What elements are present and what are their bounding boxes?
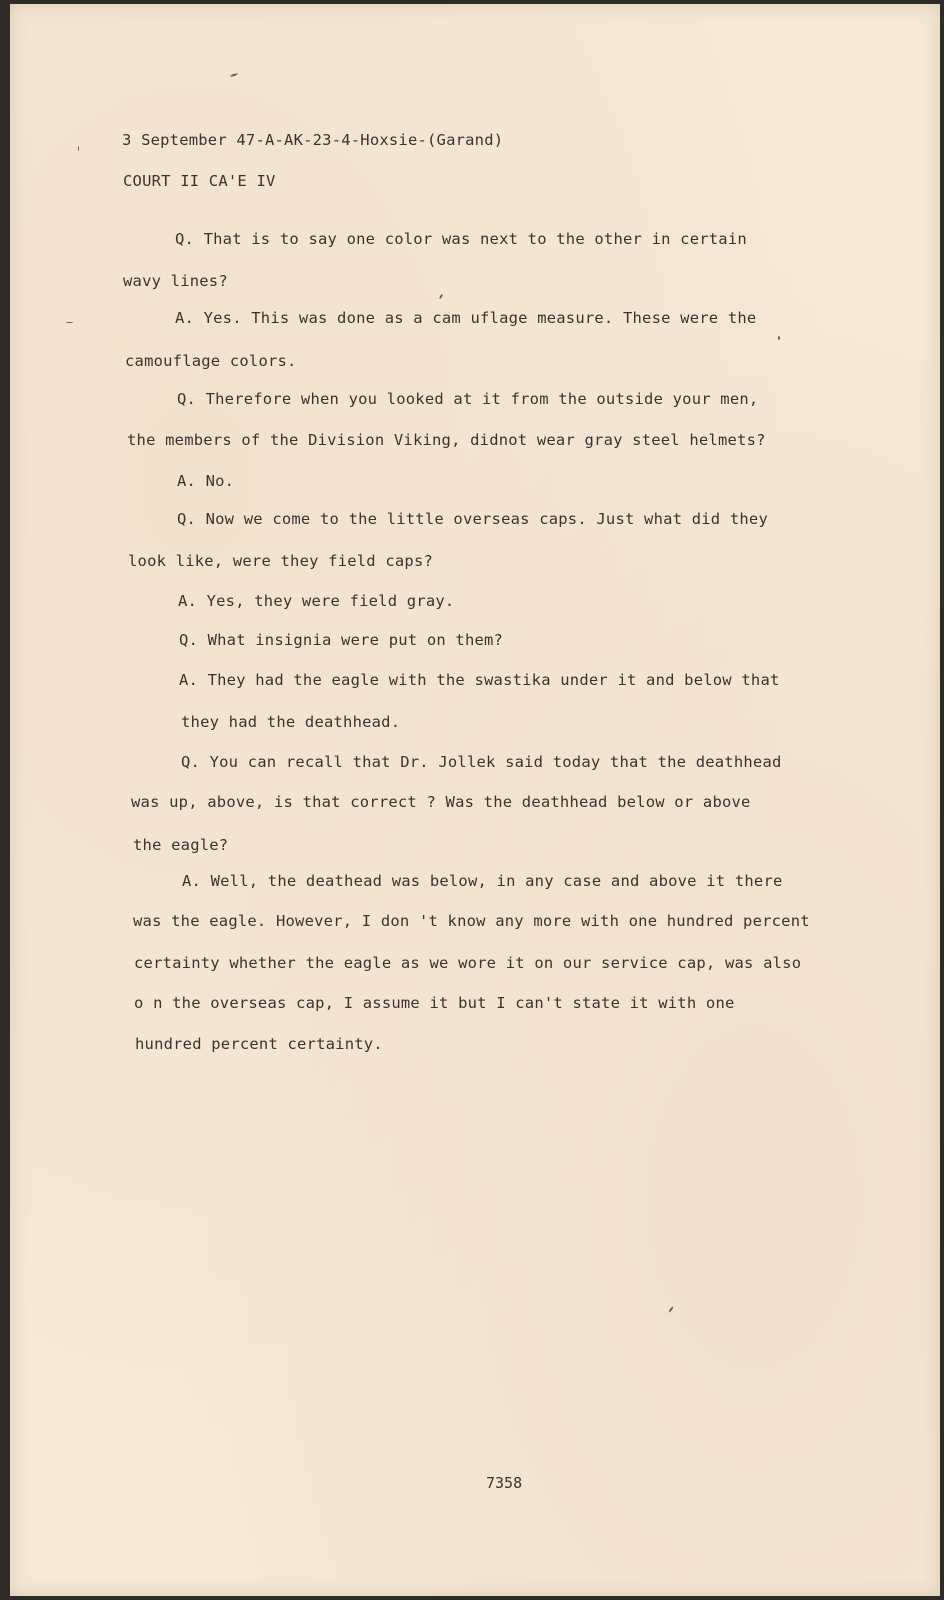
transcript-line-1: Q. That is to say one color was next to the other in certain: [175, 230, 747, 248]
typewritten-sheet: [10, 4, 940, 1596]
transcript-line-16: the eagle?: [133, 836, 229, 854]
transcript-line-19: certainty whether the eagle as we wore it on our service cap, was also: [134, 954, 802, 972]
paper-mark: [66, 322, 73, 323]
transcript-line-20: o n the overseas cap, I assume it but I can't state it with one: [134, 994, 735, 1012]
paper-mark: [778, 336, 780, 340]
paper-mark: [668, 1306, 674, 1313]
transcript-line-11: Q. What insignia were put on them?: [179, 631, 504, 649]
paper-mark: [439, 294, 443, 299]
transcript-line-9: look like, were they field caps?: [128, 552, 434, 570]
transcript-line-5: Q. Therefore when you looked at it from the outside your men,: [177, 390, 759, 408]
paper-mark: [230, 73, 238, 77]
transcript-line-12: A. They had the eagle with the swastika under it and below that: [179, 671, 780, 689]
page-number: 7358: [486, 1474, 523, 1492]
paper-mark: [78, 146, 79, 151]
transcript-line-17: A. Well, the deathead was below, in any case and above it there: [182, 872, 783, 890]
transcript-line-7: A. No.: [177, 472, 235, 490]
transcript-line-14: Q. You can recall that Dr. Jollek said today that the deathhead: [181, 753, 782, 771]
transcript-line-21: hundred percent certainty.: [135, 1035, 383, 1053]
transcript-line-13: they had the deathhead.: [181, 713, 401, 731]
transcript-line-15: was up, above, is that correct ? Was the deathhead below or above: [131, 793, 751, 811]
transcript-line-3: A. Yes. This was done as a cam uflage measure. These were the: [175, 309, 757, 327]
transcript-line-4: camouflage colors.: [125, 352, 297, 370]
transcript-line-10: A. Yes, they were field gray.: [178, 592, 455, 610]
header-line-court-case: COURT II CA'E IV: [123, 172, 276, 190]
transcript-line-2: wavy lines?: [123, 272, 228, 290]
header-line-date-case-number: 3 September 47-A-AK-23-4-Hoxsie-(Garand): [122, 131, 504, 149]
transcript-line-18: was the eagle. However, I don 't know any more with one hundred percent: [133, 912, 810, 930]
transcript-line-8: Q. Now we come to the little overseas caps. Just what did they: [177, 510, 768, 528]
transcript-line-6: the members of the Division Viking, didnot wear gray steel helmets?: [127, 431, 766, 449]
